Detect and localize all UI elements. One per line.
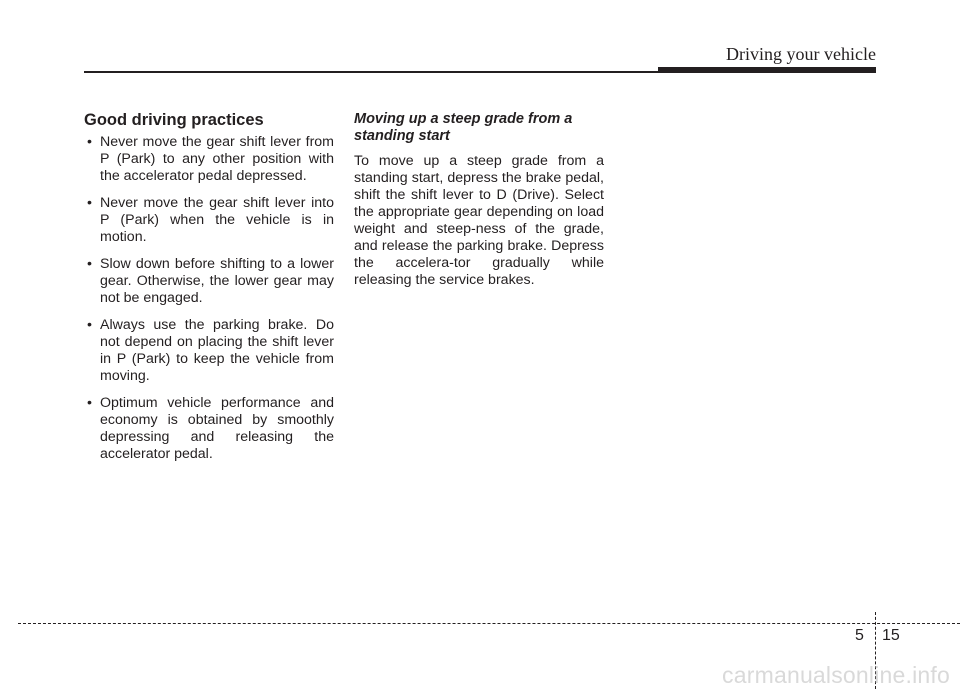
bullet-icon: •	[87, 395, 92, 411]
page-number: 15	[882, 627, 900, 644]
list-item-text: Slow down before shifting to a lower gear. Otherwise, the lower gear may not be engaged.	[100, 256, 334, 306]
list-item-text: Always use the parking brake. Do not depend on placing the shift lever in P (Park) to keep the vehicle from moving.	[100, 317, 334, 384]
header-rule	[84, 71, 660, 73]
right-column	[354, 110, 604, 289]
chapter-number: 5	[855, 627, 864, 644]
list-item-text: Never move the gear shift lever from P (Park) to any other position with the accelerator pedal depressed.	[100, 134, 334, 184]
section-heading: Good driving practices	[84, 111, 264, 129]
list-item	[84, 134, 334, 185]
footer-rule	[18, 623, 960, 624]
header-rule-accent	[658, 67, 876, 73]
running-header-title: Driving your vehicle	[726, 44, 876, 64]
subsection-heading: Moving up a steep grade from a standing start	[354, 111, 573, 144]
list-item	[84, 256, 334, 307]
list-item	[84, 317, 334, 385]
list-item	[84, 195, 334, 246]
watermark: carmanualsonline.info	[722, 662, 950, 688]
list-item-text: Never move the gear shift lever into P (Park) when the vehicle is in motion.	[100, 195, 334, 245]
bullet-icon: •	[87, 256, 92, 272]
list-item-text: Optimum vehicle performance and economy is obtained by smoothly depressing and releasing the accelerator pedal.	[100, 395, 334, 462]
body-paragraph: To move up a steep grade from a standing start, depress the brake pedal, shift the shift lever to D (Drive). Select the appropriate gear depending on load weight and steep-ness of the grade, and release the parking brake. Depress the accelera-tor gradually while releasing the service brakes.	[354, 153, 604, 288]
bullet-icon: •	[87, 134, 92, 150]
list-item	[84, 395, 334, 463]
bullet-icon: •	[87, 317, 92, 333]
left-column	[84, 110, 334, 473]
bullet-icon: •	[87, 195, 92, 211]
practices-list	[84, 134, 334, 463]
